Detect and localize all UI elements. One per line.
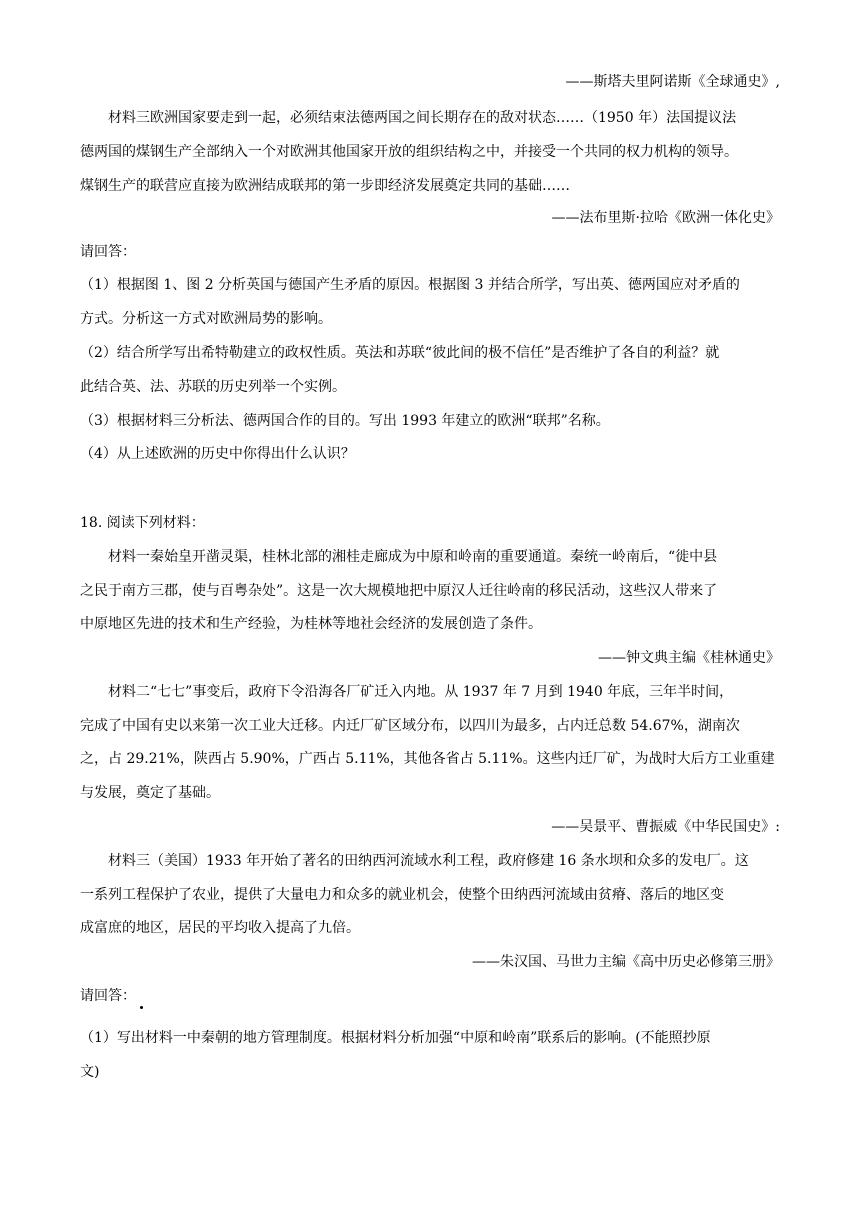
question-line: （1）写出材料一中秦朝的地方管理制度。根据材料分析加强“中原和岭南”联系后的影响。(不能照抄原 xyxy=(80,1030,711,1046)
material2-line: 之，占 29.21%，陕西占 5.90%，广西占 5.11%，其他各省占 5.11%。这些内迁厂矿，为战时大后方工业重建 xyxy=(80,751,775,767)
source-citation-global-history: ——斯塔夫里阿诺斯《全球通史》, xyxy=(565,74,780,90)
answer-prompt: 请回答： xyxy=(80,244,136,260)
question-line: （4）从上述欧洲的历史中你得出什么认识？ xyxy=(80,446,355,462)
source-citation-guilin-history: ——钟文典主编《桂林通史》 xyxy=(598,650,780,666)
source-citation-textbook: ——朱汉国、马世力主编《高中历史必修第三册》 xyxy=(472,954,780,970)
material1-line: 之民于南方三郡，使与百粤杂处”。这是一次大规模地把中原汉人迁往岭南的移民活动，这些汉人带来了 xyxy=(80,583,718,599)
material3-q18-line: 成富庶的地区，居民的平均收入提高了九倍。 xyxy=(80,920,360,936)
material1-line: 材料一秦始皇开凿灵渠，桂林北部的湘桂走廊成为中原和岭南的重要通道。秦统一岭南后，“徙中县 xyxy=(108,549,718,565)
material2-line: 完成了中国有史以来第一次工业大迁移。内迁厂矿区域分布，以四川为最多，占内迁总数 54.67%，湖南次 xyxy=(80,718,740,734)
material2-line: 材料二“七七”事变后，政府下令沿海各厂矿迁入内地。从 1937 年 7 月到 1940 年底，三年半时间， xyxy=(108,684,734,700)
question-line: 方式。分析这一方式对欧洲局势的影响。 xyxy=(80,311,332,327)
answer-prompt: 请回答： xyxy=(80,988,136,1004)
material3-q18-line: 一系列工程保护了农业，提供了大量电力和众多的就业机会，使整个田纳西河流域由贫瘠、落后的地区变 xyxy=(80,887,724,903)
question-line: （2）结合所学写出希特勒建立的政权性质。英法和苏联“彼此间的极不信任”是否维护了各自的利益？就 xyxy=(80,345,720,361)
material3-q17-line: 煤钢生产的联营应直接为欧洲结成联邦的第一步即经济发展奠定共同的基础…… xyxy=(80,178,570,194)
stray-dot-mark xyxy=(140,1006,143,1009)
material2-line: 与发展，奠定了基础。 xyxy=(80,785,220,801)
material3-q18-line: 材料三（美国）1933 年开始了著名的田纳西河流域水利工程，政府修建 16 条水坝和众多的发电厂。这 xyxy=(108,853,749,869)
question-line: （1）根据图 1、图 2 分析英国与德国产生矛盾的原因。根据图 3 并结合所学，写出英、德两国应对矛盾的 xyxy=(80,277,740,293)
question-18-heading: 18. 阅读下列材料： xyxy=(80,515,205,531)
material3-q17-line: 德两国的煤钢生产全部纳入一个对欧洲其他国家开放的组织结构之中，并接受一个共同的权力机构的领导。 xyxy=(80,144,738,160)
material3-q17-line: 材料三欧洲国家要走到一起，必须结束法德两国之间长期存在的敌对状态……（1950 年）法国提议法 xyxy=(108,110,737,126)
source-citation-europe-integration: ——法布里斯·拉哈《欧洲一体化史》 xyxy=(551,210,780,226)
source-citation-republic-history: ——吴景平、曹振威《中华民国史》: xyxy=(551,819,780,835)
question-line: 此结合英、法、苏联的历史列举一个实例。 xyxy=(80,379,346,395)
material1-line: 中原地区先进的技术和生产经验，为桂林等地社会经济的发展创造了条件。 xyxy=(80,616,542,632)
question-line: 文) xyxy=(80,1064,100,1080)
question-line: （3）根据材料三分析法、德两国合作的目的。写出 1993 年建立的欧洲“联邦”名称。 xyxy=(80,413,610,429)
